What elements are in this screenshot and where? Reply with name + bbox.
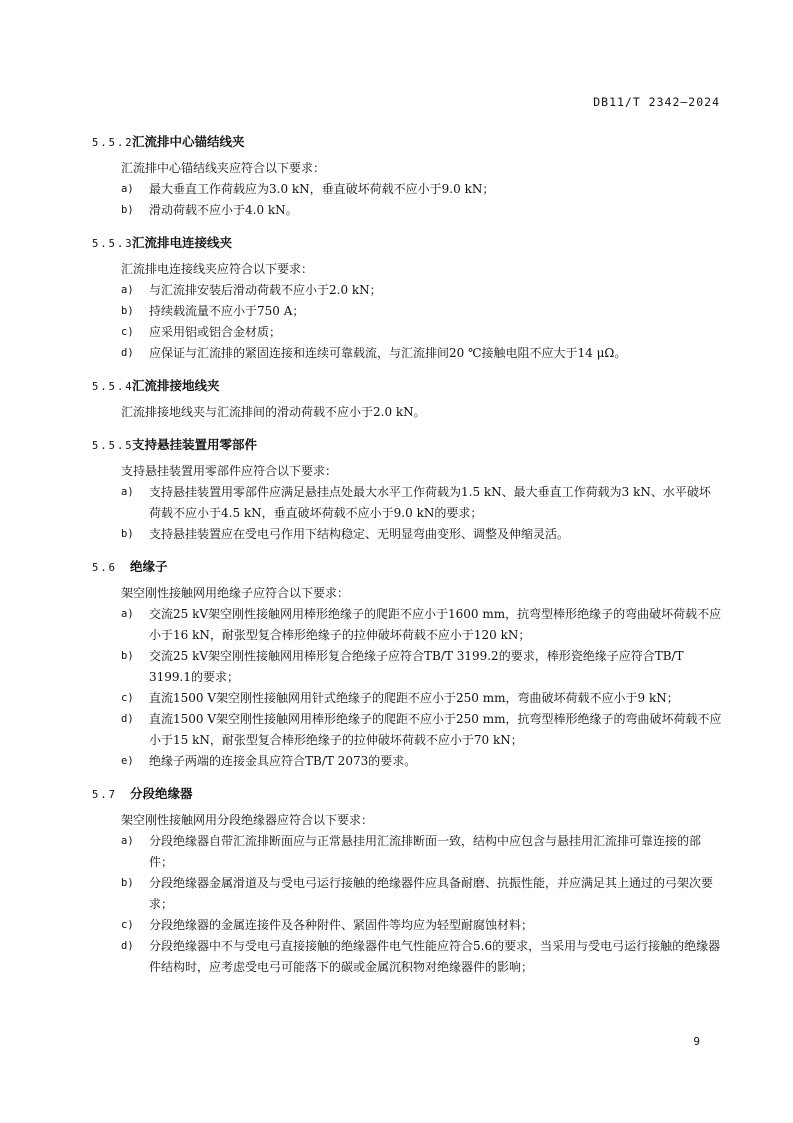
section-intro: 汇流排电连接线夹应符合以下要求： bbox=[121, 262, 314, 276]
item-text: 持续载流量不应小于750 A； bbox=[149, 304, 305, 318]
section-number: 5.5.4 bbox=[92, 381, 134, 393]
item-text: 应采用铝或铝合金材质； bbox=[149, 325, 282, 339]
item-text: 交流25 kV架空刚性接触网用棒形绝缘子的爬距不应小于1600 mm，抗弯型棒形绝缘子的弯曲破坏荷载不应小于16 kN，耐张型复合棒形绝缘子的拉伸破坏荷载不应小于120 kN； bbox=[149, 607, 722, 642]
section-title: 汇流排接地线夹 bbox=[132, 378, 220, 393]
item-text: 分段绝缘器中不与受电弓直接接触的绝缘器件电气性能应符合5.6的要求，当采用与受电弓运行接触的绝缘器件结构时，应考虑受电弓可能落下的碳或金属沉积物对绝缘器件的影响； bbox=[149, 939, 721, 974]
list-item bbox=[121, 646, 722, 688]
item-text: 直流1500 V架空刚性接触网用针式绝缘子的爬距不应小于250 mm，弯曲破坏荷载不应小于9 kN； bbox=[149, 691, 679, 705]
page-number: 9 bbox=[693, 1035, 700, 1048]
list-item bbox=[121, 179, 722, 200]
list-item bbox=[121, 322, 722, 343]
list-item bbox=[121, 524, 722, 545]
item-label: b) bbox=[121, 305, 134, 317]
item-text: 交流25 kV架空刚性接触网用棒形复合绝缘子应符合TB/T 3199.2的要求，棒形瓷绝缘子应符合TB/T 3199.1的要求； bbox=[149, 649, 684, 684]
list-item bbox=[121, 688, 722, 709]
section-intro: 架空刚性接触网用分段绝缘器应符合以下要求： bbox=[121, 813, 374, 827]
section-heading bbox=[92, 374, 722, 398]
item-label: c) bbox=[121, 692, 134, 704]
section-title: 分段绝缘器 bbox=[130, 786, 193, 801]
section-intro: 支持悬挂装置用零部件应符合以下要求： bbox=[121, 464, 338, 478]
section-heading bbox=[92, 130, 722, 154]
item-label: b) bbox=[121, 204, 134, 216]
section-title: 绝缘子 bbox=[130, 559, 168, 574]
section-number: 5.5.3 bbox=[92, 238, 134, 250]
item-text: 与汇流排安装后滑动荷载不应小于2.0 kN； bbox=[149, 283, 382, 297]
section-intro: 汇流排接地线夹与汇流排间的滑动荷载不应小于2.0 kN。 bbox=[121, 405, 426, 419]
section-title: 汇流排中心锚结线夹 bbox=[132, 134, 245, 149]
item-label: c) bbox=[121, 919, 134, 931]
item-label: a) bbox=[121, 835, 134, 847]
item-label: d) bbox=[121, 347, 134, 359]
item-text: 绝缘子两端的连接金具应符合TB/T 2073的要求。 bbox=[149, 754, 417, 768]
section-heading bbox=[92, 433, 722, 457]
list-item bbox=[121, 301, 722, 322]
item-label: b) bbox=[121, 528, 134, 540]
item-text: 最大垂直工作荷载应为3.0 kN，垂直破坏荷载不应小于9.0 kN； bbox=[149, 182, 495, 196]
list-item bbox=[121, 831, 722, 873]
list-item bbox=[121, 200, 722, 221]
list-item bbox=[121, 936, 722, 978]
item-label: a) bbox=[121, 284, 134, 296]
section-heading bbox=[92, 782, 722, 806]
list-item bbox=[121, 343, 722, 364]
item-label: d) bbox=[121, 940, 134, 952]
item-text: 直流1500 V架空刚性接触网用棒形绝缘子的爬距不应小于250 mm，抗弯型棒形绝缘子的弯曲破坏荷载不应小于15 kN，耐张型复合棒形绝缘子的拉伸破坏荷载不应小于70 kN； bbox=[149, 712, 722, 747]
section-heading bbox=[92, 231, 722, 255]
section-number: 5.5.5 bbox=[92, 440, 134, 452]
list-item bbox=[121, 709, 722, 751]
section-number: 5.6 bbox=[92, 562, 117, 574]
item-label: a) bbox=[121, 183, 134, 195]
list-item bbox=[121, 751, 722, 772]
item-text: 分段绝缘器的金属连接件及各种附件、紧固件等均应为轻型耐腐蚀材料； bbox=[149, 918, 534, 932]
item-label: a) bbox=[121, 486, 134, 498]
item-text: 滑动荷载不应小于4.0 kN。 bbox=[149, 203, 298, 217]
item-text: 支持悬挂装置用零部件应满足悬挂点处最大水平工作荷载为1.5 kN、最大垂直工作荷载为3 kN、水平破坏荷载不应小于4.5 kN，垂直破坏荷载不应小于9.0 kN的要求； bbox=[149, 485, 711, 520]
section-heading bbox=[92, 555, 722, 579]
section-number: 5.5.2 bbox=[92, 137, 134, 149]
section-intro: 汇流排中心锚结线夹应符合以下要求： bbox=[121, 161, 326, 175]
list-item bbox=[121, 915, 722, 936]
list-item bbox=[121, 873, 722, 915]
item-label: e) bbox=[121, 755, 134, 767]
list-item bbox=[121, 482, 722, 524]
section-number: 5.7 bbox=[92, 789, 117, 801]
page-header: DB11/T 2342—2024 bbox=[593, 95, 720, 109]
item-text: 分段绝缘器金属滑道及与受电弓运行接触的绝缘器件应具备耐磨、抗振性能，并应满足其上通过的弓架次要求； bbox=[149, 876, 714, 911]
list-item bbox=[121, 280, 722, 301]
item-label: c) bbox=[121, 326, 134, 338]
item-text: 分段绝缘器自带汇流排断面应与正常悬挂用汇流排断面一致，结构中应包含与悬挂用汇流排可靠连接的部件； bbox=[149, 834, 702, 869]
list-item bbox=[121, 604, 722, 646]
section-title: 汇流排电连接线夹 bbox=[132, 235, 233, 250]
section-intro: 架空刚性接触网用绝缘子应符合以下要求： bbox=[121, 586, 350, 600]
item-label: b) bbox=[121, 877, 134, 889]
item-label: d) bbox=[121, 713, 134, 725]
item-text: 应保证与汇流排的紧固连接和连续可靠载流，与汇流排间20 ℃接触电阻不应大于14 μΩ。 bbox=[149, 346, 627, 360]
document-body bbox=[92, 130, 722, 978]
item-text: 支持悬挂装置应在受电弓作用下结构稳定、无明显弯曲变形、调整及伸缩灵活。 bbox=[149, 527, 570, 541]
item-label: b) bbox=[121, 650, 134, 662]
section-title: 支持悬挂装置用零部件 bbox=[132, 437, 258, 452]
item-label: a) bbox=[121, 608, 134, 620]
